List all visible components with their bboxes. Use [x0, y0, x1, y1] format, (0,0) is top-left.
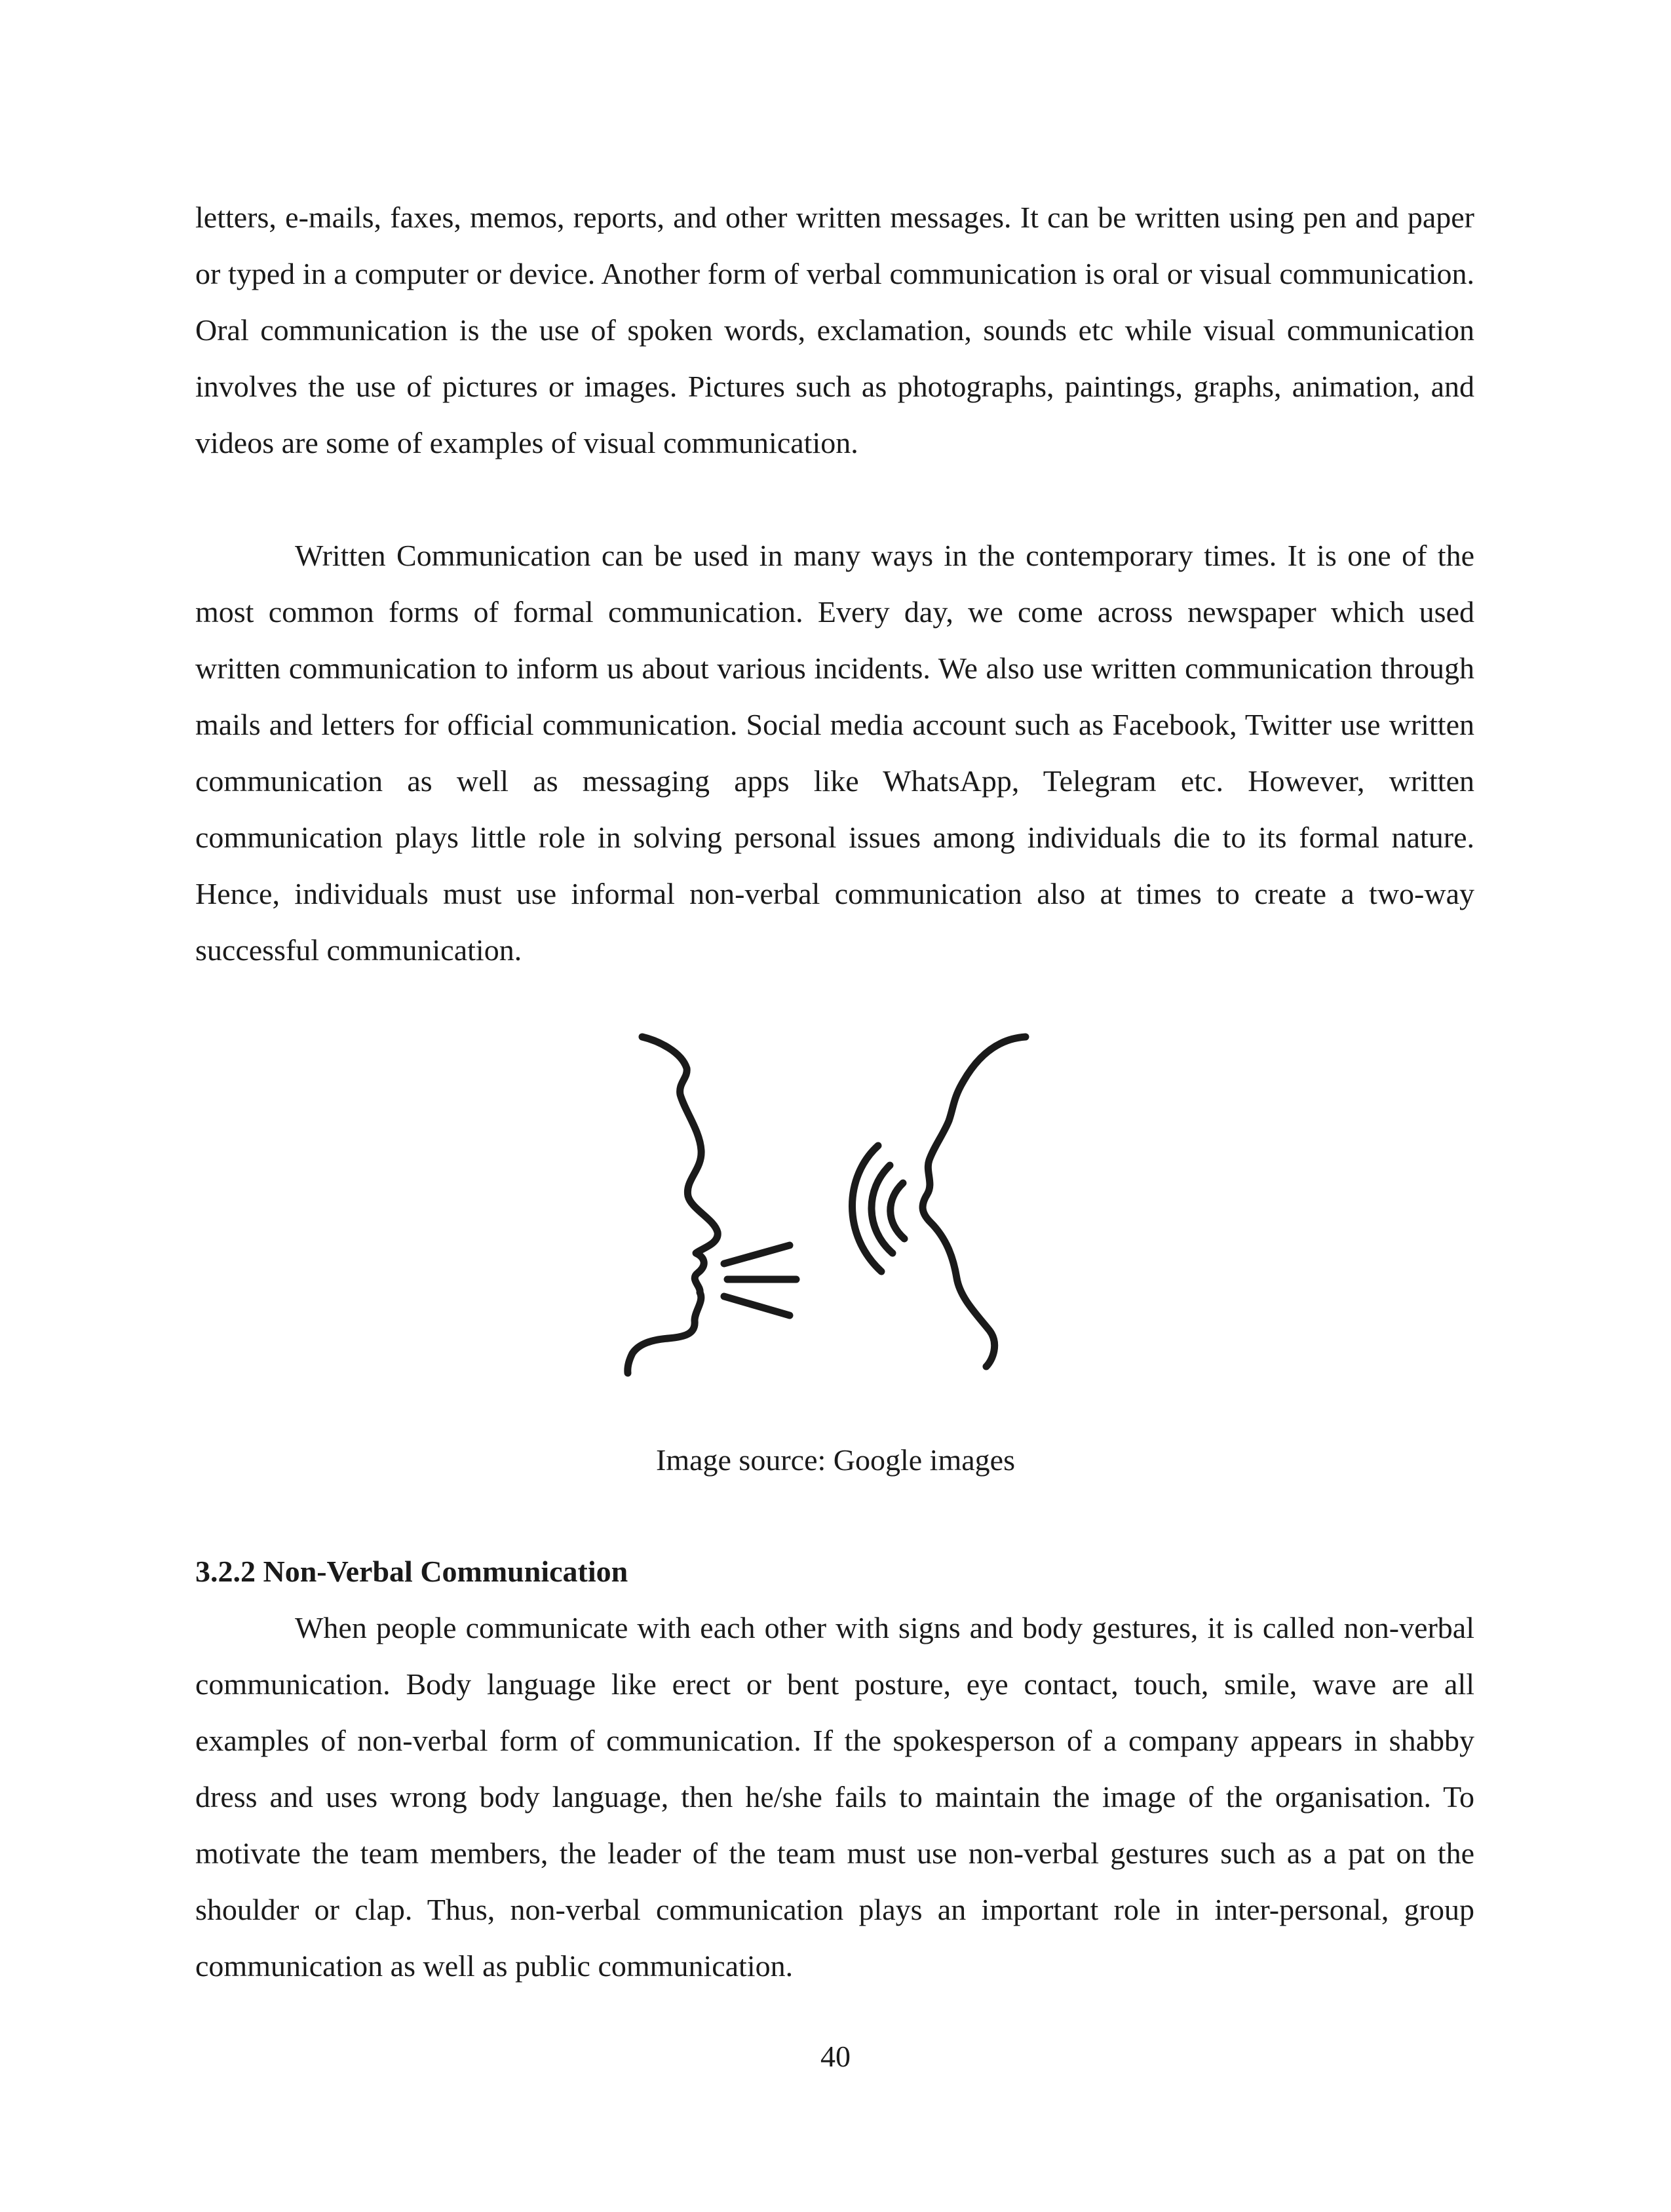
body-paragraph-2: Written Communication can be used in many ways in the contemporary times. It is one of the most common forms of formal communication. Every day, we come across newspaper which used written communication to inform us about various incidents. We also use written communication through mails and letters for official communication. Social media account such as Facebook, Twitter use written communication as well as messaging apps like WhatsApp, Telegram etc. However, written communication plays little role in solving personal issues among individuals die to its formal nature. Hence, individuals must use informal non-verbal communication also at times to create a two-way successful communication.: [195, 539, 1474, 967]
voice-line-bottom: [724, 1296, 790, 1315]
page-number: 40: [820, 2040, 851, 2073]
sound-wave-outer: [852, 1146, 881, 1271]
section-paragraph: When people communicate with each other with signs and body gestures, it is called non-verbal communication. Body language like erect or bent posture, eye contact, touch, smile, wave are all examples of non-verbal form of communication. If the spokesperson of a company appears in shabby dress and uses wrong body language, then he/she fails to maintain the image of the organisation. To motivate the team members, the leader of the team must use non-verbal gestures such as a pat on the shoulder or clap. Thus, non-verbal communication plays an important role in inter-personal, group communication as well as public communication.: [195, 1611, 1474, 1983]
listener-profile-icon: [923, 1037, 1026, 1367]
section-heading: 3.2.2 Non-Verbal Communication: [195, 1555, 628, 1588]
body-paragraph-1: letters, e-mails, faxes, memos, reports, and other written messages. It can be written using pen and paper or typed in a computer or device. Another form of verbal communication is oral or visual communication. Oral communication is the use of spoken words, exclamation, sounds etc while visual communication involves the use of pictures or images. Pictures such as photographs, paintings, graphs, animation, and videos are some of examples of visual communication.: [195, 201, 1474, 459]
voice-line-top: [724, 1245, 790, 1264]
communication-figure: [590, 1022, 1062, 1389]
figure-caption: Image source: Google images: [656, 1443, 1015, 1477]
speaker-profile-icon: [628, 1037, 718, 1373]
speaking-listening-faces-icon: [590, 1022, 1062, 1389]
sound-wave-inner: [891, 1183, 904, 1239]
